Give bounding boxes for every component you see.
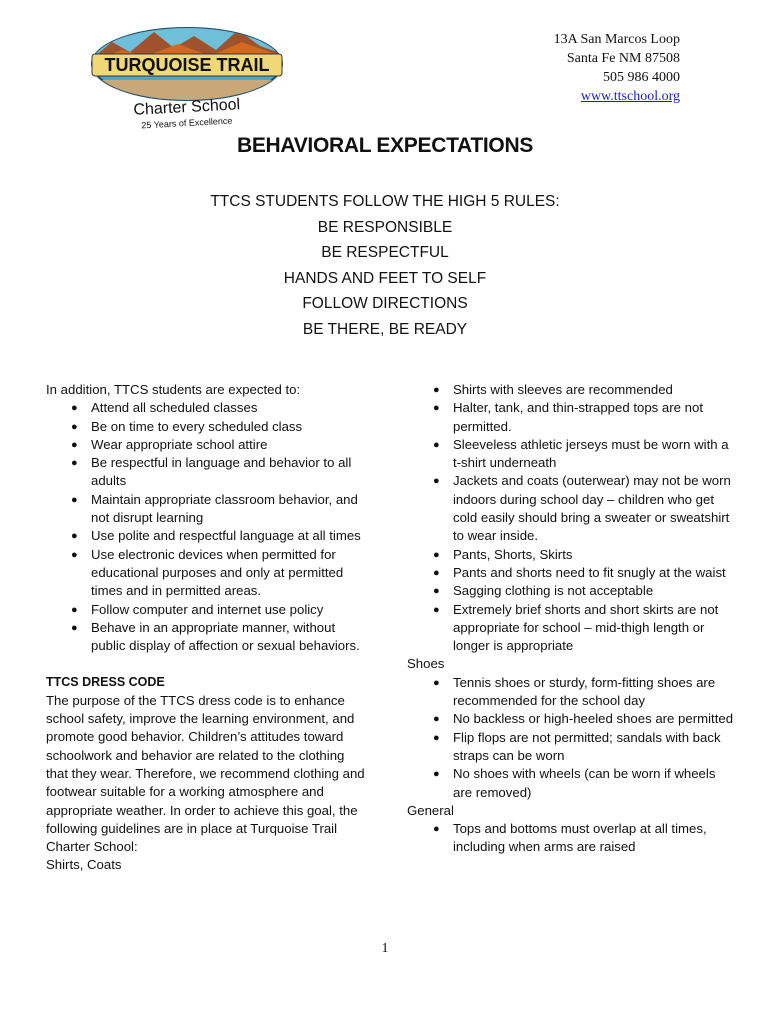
list-item: ● Wear appropriate school attire	[46, 436, 366, 454]
logo-tagline: 25 Years of Excellence	[141, 115, 233, 131]
shirts-coats-label: Shirts, Coats	[46, 857, 122, 873]
logo-subtitle: Charter School	[133, 96, 241, 119]
right-column	[407, 381, 737, 857]
list-item: ● No backless or high-heeled shoes are permitted	[407, 710, 737, 728]
list-item: ● Shirts with sleeves are recommended	[407, 381, 737, 399]
school-logo	[82, 24, 292, 134]
address-phone: 505 986 4000	[603, 70, 680, 85]
list-item: ● Pants, Shorts, Skirts	[407, 546, 737, 564]
high-five-rules	[0, 189, 770, 342]
list-item: ● Tops and bottoms must overlap at all times, including when arms are raised	[407, 820, 737, 857]
list-item: ● Behave in an appropriate manner, without public display of affection or sexual behaviors.	[46, 619, 366, 656]
address-block	[554, 30, 680, 106]
rule-item: BE RESPONSIBLE	[317, 218, 453, 236]
rules-heading: TTCS STUDENTS FOLLOW THE HIGH 5 RULES:	[210, 193, 560, 210]
website-link[interactable]: www.ttschool.org	[580, 89, 680, 104]
dress-code-paragraph: The purpose of the TTCS dress code is to enhance school safety, improve the learning environment, and promote good behavior. Children’s attitudes toward schoolwork and behavior are related to the clothing that they wear. Therefore, we recommend clothing and footwear suitable for a working atmosphere and appropriate weather. In order to achieve this goal, the following guidelines are in place at Turquoise Trail Charter School:	[46, 692, 365, 855]
rule-item: BE THERE, BE READY	[302, 320, 468, 338]
address-street: 13A San Marcos Loop	[553, 32, 680, 47]
page-number: 1	[381, 941, 389, 956]
list-item: ● Be respectful in language and behavior to all adults	[46, 454, 366, 491]
list-item: ● Sleeveless athletic jerseys must be worn with a t-shirt underneath	[407, 436, 737, 473]
page-title: BEHAVIORAL EXPECTATIONS	[236, 134, 534, 157]
expectations-intro: In addition, TTCS students are expected to:	[46, 382, 301, 397]
list-item: ● Maintain appropriate classroom behavior, and not disrupt learning	[46, 491, 366, 528]
general-label: General	[407, 802, 454, 818]
rule-item: BE RESPECTFUL	[321, 244, 449, 261]
list-item: ● Tennis shoes or sturdy, form-fitting shoes are recommended for the school day	[407, 674, 737, 711]
list-item: ● No shoes with wheels (can be worn if wheels are removed)	[407, 765, 737, 802]
list-item: ● Sagging clothing is not acceptable	[407, 582, 737, 600]
list-item: ● Use polite and respectful language at all times	[46, 527, 366, 545]
list-item: ● Use electronic devices when permitted for educational purposes and only at permitted times and in permitted areas.	[46, 546, 366, 601]
shoes-list	[407, 674, 737, 802]
logo-name: TURQUOISE TRAIL	[104, 55, 270, 75]
list-item: ● Pants and shorts need to fit snugly at the waist	[407, 564, 737, 582]
rule-item: HANDS AND FEET TO SELF	[283, 269, 487, 287]
list-item: ● Extremely brief shorts and short skirts are not appropriate for school – mid-thigh length or longer is appropriate	[407, 601, 737, 656]
rule-item: FOLLOW DIRECTIONS	[302, 295, 468, 312]
list-item: ● Follow computer and internet use policy	[46, 601, 366, 619]
list-item: ● Attend all scheduled classes	[46, 399, 366, 417]
address-city: Santa Fe NM 87508	[566, 51, 680, 66]
list-item: ● Flip flops are not permitted; sandals with back straps can be worn	[407, 729, 737, 766]
left-column	[46, 381, 366, 875]
shoes-label: Shoes	[407, 656, 445, 672]
clothing-list	[407, 381, 737, 655]
expectations-list	[46, 399, 366, 655]
dress-code-heading: TTCS DRESS CODE	[46, 675, 165, 690]
general-list	[407, 820, 737, 857]
list-item: ● Be on time to every scheduled class	[46, 418, 366, 436]
list-item: ● Halter, tank, and thin-strapped tops are not permitted.	[407, 399, 737, 436]
list-item: ● Jackets and coats (outerwear) may not be worn indoors during school day – children who get cold easily should bring a sweater or sweatshirt to wear inside.	[407, 472, 737, 545]
